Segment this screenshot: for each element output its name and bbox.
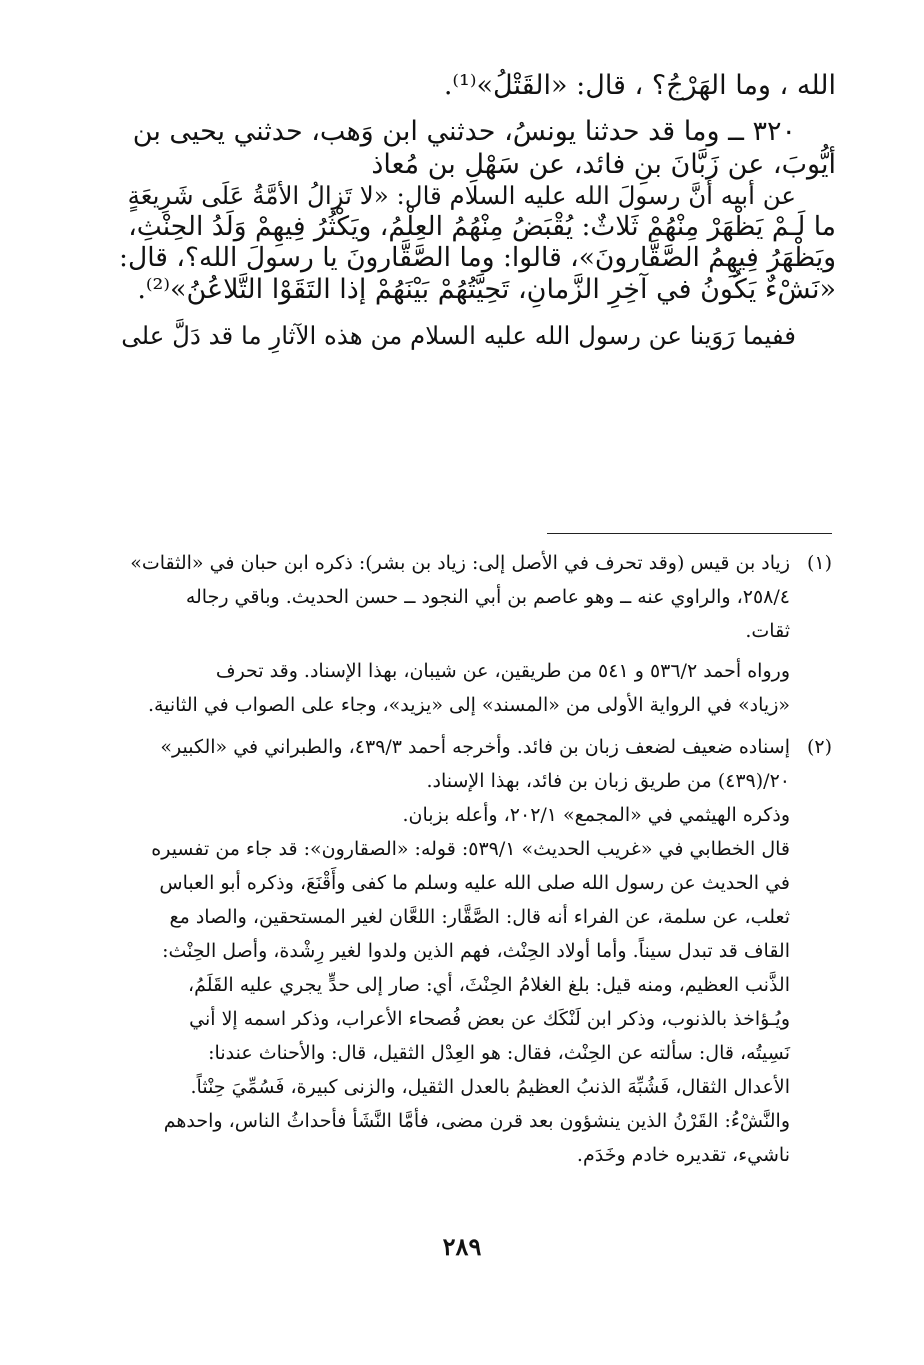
main-line-4: عن أبيه أنَّ رسولَ الله عليه السلام قال: «لا تَزالُ الأمَّةُ عَلَى شَرِيعَةٍ <box>127 181 796 211</box>
main-line-6: ويَظْهَرُ فِيهِمُ الصَّقَّارونَ»، قالوا: وما الصَّقَّارونَ يا رسولَ الله؟، قال: <box>119 242 836 274</box>
footnote-line: وذكره الهيثمي في «المجمع» ٢٠٢/١، وأعله بزبان. <box>402 804 790 826</box>
footnote-line: الذَّنب العظيم، ومنه قيل: بلغ الغلامُ الحِنْثَ، أي: صار إلى حدٍّ يجري عليه القَلَمُ، <box>187 974 790 996</box>
footnote-line: الأعدال الثقال، فَشُبِّهَ الذنبُ العظيمُ بالعدل الثقيل، والزنى كبيرة، فَسُمِّيَ حِنْثاً. <box>190 1076 790 1098</box>
footnote-line: القاف قد تبدل سيناً. وأما أولاد الحِنْث، فهم الذين ولدوا لغير رِشْدة، وأصل الحِنْث: <box>162 940 790 962</box>
footnote-line: ٢٠/(٤٣٩) من طريق زبان بن فائد، بهذا الإسناد. <box>426 770 790 792</box>
main-line-1: الله ، وما الهَرْجُ؟ ، قال: «القَتْلُ»⁽¹⁾. <box>443 70 836 101</box>
footnote-1-number: (١) <box>806 552 832 574</box>
footnote-line: ثقات. <box>745 620 790 642</box>
footnotes <box>118 546 832 1180</box>
footnote-line: في الحديث عن رسول الله صلى الله عليه وسلم ما كفى وأَقْنَعَ، وذكره أبو العباس <box>159 872 790 894</box>
footnote-line: ويُـؤاخذ بالذنوب، وذكر ابن لَنْكَك عن بعض فُصحاء الأعراب، وذكر اسمه إلا أني <box>189 1008 790 1030</box>
main-line-7: «نَشْءٌ يَكُونُ في آخِرِ الزَّمانِ، تَحِيَّتُهُمْ بَيْنَهُمْ إذا التَقَوْا التَّلاعُنُ»⁽²⁾. <box>137 274 836 306</box>
main-line-5: ما لَـمْ يَظْهَرْ مِنْهُمْ ثَلاثٌ: يُقْبَضُ مِنْهُمُ العِلْمُ، ويَكْثُرُ فِيهِمْ وَلَدُ الحِنْثِ، <box>128 210 836 242</box>
main-text <box>120 70 836 350</box>
footnote-1-body <box>118 546 790 722</box>
footnote-line: «زياد» في الرواية الأولى من «المسند» إلى «يزيد»، وجاء على الصواب في الثانية. <box>147 694 790 716</box>
main-line-8: ففيما رَوَينا عن رسول الله عليه السلام من هذه الآثارِ ما قد دَلَّ على <box>121 320 796 350</box>
footnote-line: إسناده ضعيف لضعف زبان بن فائد. وأخرجه أحمد ٤٣٩/٣، والطبراني في «الكبير» <box>160 736 790 758</box>
main-line-3: أيُّوبَ، عن زَبَّانَ بنِ فائد، عن سَهْلِ بن مُعاذ <box>371 148 836 180</box>
footnote-2 <box>118 730 832 1172</box>
page-number: ٢٨٩ <box>442 1232 482 1261</box>
footnote-2-body <box>118 730 790 1172</box>
footnote-line: والنَّشْءُ: القَرْنُ الذين ينشؤون بعد قرن مضى، فأمَّا النَّشَأ فأحداثُ الناس، واحدهم <box>163 1110 790 1132</box>
footnote-1-addendum <box>118 654 790 722</box>
footnote-line: قال الخطابي في «غريب الحديث» ٥٣٩/١: قوله: «الصقارون»: قد جاء من تفسيره <box>151 838 790 860</box>
footnote-line: ٢٥٨/٤، والراوي عنه ــ وهو عاصم بن أبي النجود ــ حسن الحديث. وباقي رجاله <box>185 586 790 608</box>
footnote-line: ثعلب، عن سلمة، عن الفراء أنه قال: الصَّقَّار: اللعَّان لغير المستحقين، والصاد مع <box>169 906 790 928</box>
footnote-line: ناشيء، تقديره خادم وخَدَم. <box>576 1144 790 1166</box>
footnote-line: ورواه أحمد ٥٣٦/٢ و ٥٤١ من طريقين، عن شيبان، بهذا الإسناد. وقد تحرف <box>215 660 790 682</box>
footnote-line: نَسِيتُه، قال: سألته عن الحِنْث، فقال: هو العِدْل الثقيل، قال: والأحناث عندنا: <box>208 1042 790 1064</box>
footnote-2-number: (٢) <box>806 736 832 758</box>
footnote-line: زياد بن قيس (وقد تحرف في الأصل إلى: زياد بن بشر): ذكره ابن حبان في «الثقات» <box>130 552 790 574</box>
footnote-1 <box>118 546 832 722</box>
footnote-separator <box>547 533 832 534</box>
main-line-2: ٣٢٠ ــ وما قد حدثنا يونسُ، حدثني ابن وَهب، حدثني يحيى بن <box>132 116 796 148</box>
